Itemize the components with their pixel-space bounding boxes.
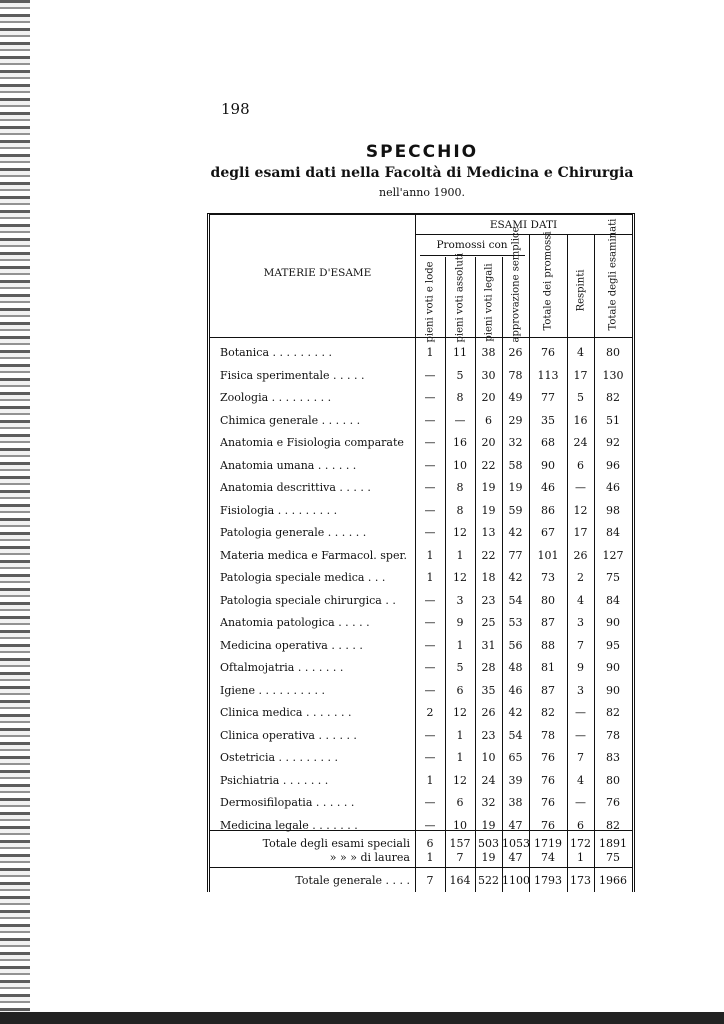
- cell-value: 9: [577, 661, 584, 674]
- cell-value: 35: [541, 413, 555, 427]
- cell-value: 75: [606, 851, 620, 864]
- header-promossi-con: Promossi con: [436, 239, 508, 251]
- cell-value: 42: [508, 526, 523, 539]
- cell-value: 68: [541, 436, 555, 449]
- cell-value: 6: [577, 818, 584, 832]
- row-label: Patologia generale . . . . . .: [220, 526, 367, 539]
- page-subtitle: degli esami dati nella Facoltà di Medicina e Chirurgia: [210, 165, 634, 181]
- table-row: [210, 729, 632, 749]
- table-row: [210, 571, 632, 591]
- cell-value: —: [424, 638, 436, 652]
- cell-value: 30: [481, 368, 496, 382]
- cell-value: 5: [456, 661, 464, 674]
- cell-value: 3: [577, 616, 584, 629]
- cell-value: —: [424, 526, 436, 539]
- row-label: » » » di laurea: [329, 851, 410, 864]
- page-number: 198: [221, 100, 250, 118]
- cell-value: 3: [456, 593, 464, 607]
- row-label: Oftalmojatria . . . . . . .: [220, 661, 344, 674]
- column-divider: [475, 257, 476, 892]
- table-row: [210, 639, 632, 659]
- cell-value: 48: [508, 661, 523, 674]
- cell-value: 18: [481, 571, 496, 584]
- cell-value: 65: [508, 751, 523, 764]
- column-divider: [445, 257, 446, 892]
- row-label: Dermosifilopatia . . . . . .: [220, 796, 355, 809]
- row-label: Patologia speciale chirurgica . .: [220, 593, 396, 607]
- cell-value: 127: [602, 548, 624, 562]
- cell-value: 12: [453, 706, 467, 719]
- cell-value: 173: [570, 874, 591, 887]
- cell-value: 19: [508, 481, 523, 494]
- row-label: Totale generale . . . .: [295, 874, 410, 887]
- cell-value: 157: [449, 837, 471, 850]
- cell-value: —: [424, 481, 436, 494]
- column-header: pieni voti legali: [483, 263, 494, 342]
- cell-value: 78: [541, 728, 555, 742]
- cell-value: 54: [508, 728, 523, 742]
- cell-value: 10: [453, 818, 467, 832]
- cell-value: 6: [456, 683, 464, 697]
- cell-value: 73: [541, 571, 555, 584]
- cell-value: 77: [541, 391, 555, 404]
- cell-value: 1: [456, 751, 464, 764]
- cell-value: 7: [426, 874, 434, 887]
- cell-value: 75: [606, 571, 620, 584]
- cell-value: 84: [606, 526, 620, 539]
- row-label: Igiene . . . . . . . . . .: [220, 683, 325, 697]
- cell-value: 7: [577, 638, 584, 652]
- row-label: Clinica medica . . . . . . .: [220, 706, 352, 719]
- cell-value: 503: [478, 837, 499, 850]
- cell-value: 81: [541, 661, 555, 674]
- cell-value: 5: [577, 391, 584, 404]
- cell-value: 522: [478, 874, 499, 887]
- cell-value: 59: [508, 503, 523, 517]
- cell-value: 29: [508, 413, 523, 427]
- column-header: pieni voti e lode: [424, 261, 436, 343]
- cell-value: 38: [508, 796, 523, 809]
- table-row: [210, 549, 632, 569]
- cell-value: 58: [508, 458, 523, 472]
- cell-value: 54: [508, 593, 523, 607]
- cell-value: 164: [449, 874, 471, 887]
- cell-value: 17: [573, 526, 588, 539]
- cell-value: —: [424, 436, 436, 449]
- cell-value: 113: [537, 368, 559, 382]
- row-label: Zoologia . . . . . . . . .: [220, 391, 332, 404]
- column-divider: [529, 235, 530, 892]
- cell-value: 78: [606, 728, 620, 742]
- cell-value: 90: [606, 661, 620, 674]
- cell-value: 4: [577, 593, 584, 607]
- row-label: Anatomia patologica . . . . .: [220, 616, 370, 629]
- cell-value: 10: [453, 458, 467, 472]
- cell-value: 76: [541, 773, 555, 787]
- table-row: [210, 594, 632, 614]
- cell-value: 46: [508, 683, 523, 697]
- row-label: Anatomia umana . . . . . .: [220, 458, 357, 472]
- cell-value: 1: [426, 851, 434, 864]
- cell-value: 1: [577, 851, 584, 864]
- cell-value: 76: [541, 751, 555, 764]
- cell-value: 96: [606, 458, 620, 472]
- cell-value: 1966: [599, 874, 627, 887]
- table-row: [210, 369, 632, 389]
- cell-value: 26: [573, 548, 588, 562]
- cell-value: 5: [456, 368, 464, 382]
- cell-value: 77: [508, 548, 523, 562]
- page-title: SPECCHIO: [365, 142, 479, 162]
- cell-value: 1719: [534, 837, 562, 850]
- cell-value: 1: [456, 638, 464, 652]
- table-row: [210, 436, 632, 456]
- cell-value: 80: [606, 773, 620, 787]
- cell-value: 90: [541, 458, 555, 472]
- cell-value: 74: [541, 851, 555, 864]
- row-label: Materia medica e Farmacol. sper.: [220, 548, 408, 562]
- cell-value: 1100: [502, 874, 530, 887]
- cell-value: —: [424, 818, 436, 832]
- column-divider: [415, 215, 416, 892]
- cell-value: 4: [577, 346, 584, 359]
- cell-value: 39: [508, 773, 523, 787]
- row-label: Totale degli esami speciali: [262, 837, 410, 850]
- cell-value: 76: [541, 818, 555, 832]
- table-row: [210, 481, 632, 501]
- cell-value: 19: [481, 481, 496, 494]
- cell-value: —: [575, 728, 586, 742]
- row-label: Fisiologia . . . . . . . . .: [220, 503, 338, 517]
- cell-value: 8: [456, 481, 464, 494]
- cell-value: 101: [537, 548, 559, 562]
- row-label: Fisica sperimentale . . . . .: [220, 368, 365, 382]
- cell-value: 1: [426, 548, 434, 562]
- column-divider: [502, 257, 503, 892]
- table-row: [210, 616, 632, 636]
- totals-row: [210, 851, 632, 871]
- year-caption: nell'anno 1900.: [379, 186, 465, 199]
- table-row: [210, 391, 632, 411]
- header-esami-dati: ESAMI DATI: [489, 219, 558, 231]
- cell-value: 8: [456, 391, 464, 404]
- cell-value: 130: [602, 368, 624, 382]
- cell-value: 98: [606, 503, 620, 517]
- cell-value: 19: [481, 851, 496, 864]
- cell-value: 82: [606, 818, 620, 832]
- cell-value: 16: [453, 436, 467, 449]
- cell-value: 12: [453, 571, 467, 584]
- table-row: [210, 414, 632, 434]
- cell-value: 1: [456, 728, 464, 742]
- cell-value: 1053: [502, 837, 530, 850]
- cell-value: 24: [481, 773, 496, 787]
- cell-value: 1891: [599, 837, 627, 850]
- column-divider: [567, 235, 568, 892]
- cell-value: 8: [456, 503, 464, 517]
- cell-value: 76: [541, 796, 555, 809]
- row-label: Anatomia descrittiva . . . . .: [220, 481, 371, 494]
- cell-value: 87: [541, 616, 555, 629]
- cell-value: 82: [541, 706, 555, 719]
- cell-value: —: [454, 413, 466, 427]
- cell-value: 32: [508, 436, 523, 449]
- cell-value: 7: [577, 751, 584, 764]
- cell-value: 1793: [534, 874, 562, 887]
- table-row: [210, 774, 632, 794]
- cell-value: 78: [508, 368, 523, 382]
- column-header: Totale dei promossi: [542, 231, 554, 331]
- row-label: Clinica operativa . . . . . .: [220, 728, 357, 742]
- table-row: [210, 526, 632, 546]
- cell-value: 90: [606, 616, 620, 629]
- cell-value: 56: [508, 638, 523, 652]
- table-row: [210, 706, 632, 726]
- table-row: [210, 796, 632, 816]
- cell-value: 12: [453, 526, 467, 539]
- row-label: Anatomia e Fisiologia comparate: [220, 436, 404, 449]
- cell-value: 4: [577, 773, 584, 787]
- cell-value: 19: [481, 818, 496, 832]
- cell-value: —: [424, 503, 436, 517]
- cell-value: 92: [606, 436, 620, 449]
- cell-value: 1: [426, 773, 434, 787]
- cell-value: 10: [481, 751, 496, 764]
- cell-value: 95: [606, 638, 620, 652]
- cell-value: 86: [541, 503, 555, 517]
- column-header: Totale degli esaminati: [607, 218, 619, 331]
- row-label: Medicina legale . . . . . . .: [220, 818, 358, 832]
- row-label: Psichiatria . . . . . . .: [220, 773, 329, 787]
- cell-value: 42: [508, 571, 523, 584]
- scan-bottom-edge: [0, 1012, 724, 1024]
- cell-value: 47: [508, 818, 523, 832]
- cell-value: 22: [481, 548, 496, 562]
- cell-value: 26: [481, 706, 496, 719]
- cell-value: 19: [481, 503, 496, 517]
- cell-value: 20: [481, 391, 496, 404]
- exam-table: [207, 213, 635, 892]
- column-header: Respinti: [575, 269, 586, 312]
- cell-value: 23: [481, 593, 496, 607]
- row-label: Ostetricia . . . . . . . . .: [220, 751, 338, 764]
- cell-value: 20: [481, 436, 496, 449]
- cell-value: 9: [456, 616, 464, 629]
- cell-value: 87: [541, 683, 555, 697]
- cell-value: —: [424, 616, 436, 629]
- cell-value: 12: [453, 773, 467, 787]
- cell-value: —: [424, 728, 436, 742]
- cell-value: —: [424, 368, 436, 382]
- cell-value: 1: [456, 548, 464, 562]
- cell-value: 23: [481, 728, 496, 742]
- table-row: [210, 459, 632, 479]
- cell-value: 53: [508, 616, 523, 629]
- cell-value: 7: [456, 851, 464, 864]
- header-materie: MATERIE D'ESAME: [263, 267, 372, 279]
- cell-value: 17: [573, 368, 588, 382]
- cell-value: 67: [541, 526, 555, 539]
- cell-value: 28: [481, 661, 496, 674]
- cell-value: —: [575, 481, 586, 494]
- cell-value: 88: [541, 638, 555, 652]
- table-row: [210, 684, 632, 704]
- cell-value: —: [575, 706, 586, 719]
- cell-value: 12: [573, 503, 588, 517]
- cell-value: 83: [606, 751, 620, 764]
- cell-value: 2: [577, 571, 584, 584]
- cell-value: 46: [541, 481, 555, 494]
- cell-value: 2: [426, 706, 434, 719]
- cell-value: —: [424, 796, 436, 809]
- column-header: approvazione semplice: [510, 226, 521, 343]
- cell-value: 24: [573, 436, 588, 449]
- cell-value: —: [424, 458, 436, 472]
- cell-value: 13: [481, 526, 496, 539]
- cell-value: 1: [426, 571, 434, 584]
- row-label: Chimica generale . . . . . .: [220, 413, 361, 427]
- cell-value: 35: [481, 683, 496, 697]
- table-row: [210, 661, 632, 681]
- cell-value: 6: [426, 837, 434, 850]
- cell-value: 42: [508, 706, 523, 719]
- row-label: Botanica . . . . . . . . .: [220, 346, 332, 359]
- cell-value: 76: [606, 796, 620, 809]
- cell-value: 31: [481, 638, 496, 652]
- cell-value: 46: [606, 481, 620, 494]
- cell-value: 80: [606, 346, 620, 359]
- table-row: [210, 346, 632, 366]
- column-header: pieni voti assoluti: [454, 252, 466, 343]
- cell-value: 1: [426, 346, 434, 359]
- cell-value: 51: [606, 413, 620, 427]
- cell-value: 16: [573, 413, 588, 427]
- table-row: [210, 751, 632, 771]
- cell-value: 82: [606, 391, 620, 404]
- cell-value: 49: [508, 391, 523, 404]
- cell-value: —: [424, 413, 436, 427]
- cell-value: 3: [577, 683, 584, 697]
- table-row: [210, 819, 632, 839]
- cell-value: 38: [481, 346, 496, 359]
- cell-value: 82: [606, 706, 620, 719]
- cell-value: 80: [541, 593, 555, 607]
- grand-total-row: [210, 874, 632, 894]
- cell-value: 172: [570, 837, 591, 850]
- cell-value: 6: [456, 796, 464, 809]
- cell-value: —: [424, 751, 436, 764]
- row-label: Patologia speciale medica . . .: [220, 571, 386, 584]
- cell-value: —: [575, 796, 586, 809]
- cell-value: —: [424, 661, 436, 674]
- cell-value: 6: [577, 458, 584, 472]
- cell-value: 25: [481, 616, 496, 629]
- cell-value: 11: [453, 346, 467, 359]
- cell-value: 32: [481, 796, 496, 809]
- cell-value: 26: [508, 346, 523, 359]
- cell-value: 90: [606, 683, 620, 697]
- table-row: [210, 504, 632, 524]
- column-divider: [594, 235, 595, 892]
- cell-value: —: [424, 391, 436, 404]
- cell-value: 47: [508, 851, 523, 864]
- row-label: Medicina operativa . . . . .: [220, 638, 363, 652]
- cell-value: 84: [606, 593, 620, 607]
- cell-value: 76: [541, 346, 555, 359]
- cell-value: 6: [485, 413, 492, 427]
- cell-value: —: [424, 683, 436, 697]
- cell-value: 22: [481, 458, 496, 472]
- cell-value: —: [424, 593, 436, 607]
